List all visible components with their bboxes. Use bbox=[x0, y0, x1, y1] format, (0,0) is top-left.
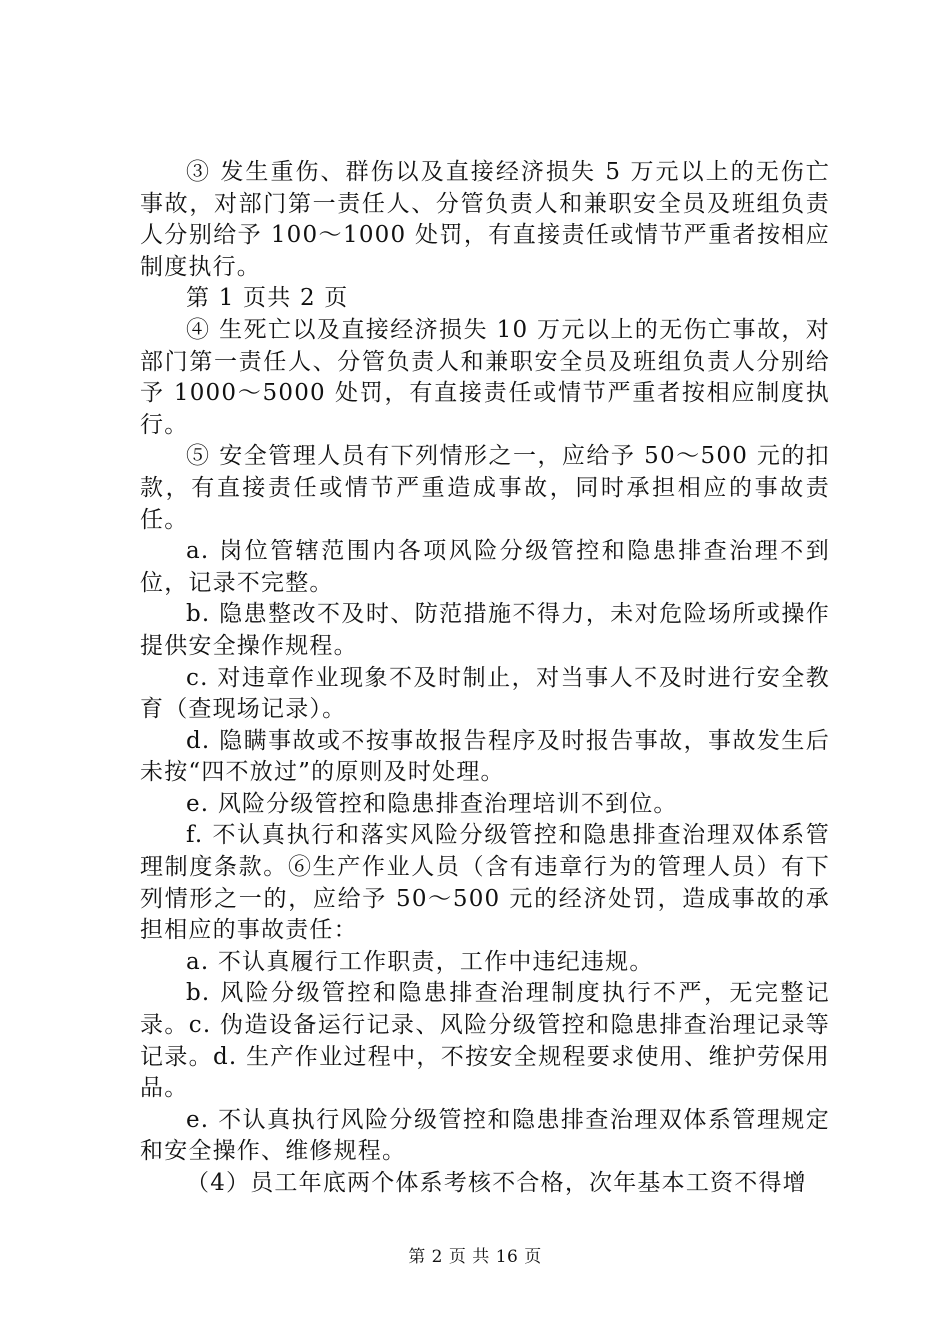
paragraph-item-5: ⑤ 安全管理人员有下列情形之一，应给予 50～500 元的扣款，有直接责任或情节严重造成事故，同时承担相应的事故责任。 bbox=[140, 443, 830, 533]
paragraph-item-3: ③ 发生重伤、群伤以及直接经济损失 5 万元以上的无伤亡事故，对部门第一责任人、分管负责人和兼职安全员及班组负责人分别给予 100～1000 处罚，有直接责任或情节严重者按相应制度执行。 bbox=[140, 159, 830, 280]
paragraph-item-5d: d. 隐瞒事故或不按事故报告程序及时报告事故，事故发生后未按“四不放过”的原则及时处理。 bbox=[140, 727, 830, 786]
paragraph-item-5f: f. 不认真执行和落实风险分级管控和隐患排查治理双体系管理制度条款。⑥生产作业人员（含有违章行为的管理人员）有下列情形之一的，应给予 50～500 元的经济处罚，造成事故的承担相应的事故责任： bbox=[140, 822, 830, 944]
paragraph-item-6e: e. 不认真执行风险分级管控和隐患排查治理双体系管理规定和安全操作、维修规程。 bbox=[140, 1106, 830, 1165]
paragraph-item-5e: e. 风险分级管控和隐患排查治理培训不到位。 bbox=[186, 790, 678, 817]
page-footer: 第 2 页 共 16 页 bbox=[408, 1247, 542, 1267]
paragraph-section-4: （4）员工年底两个体系考核不合格，次年基本工资不得增 bbox=[186, 1170, 807, 1196]
paragraph-item-5b: b. 隐患整改不及时、防范措施不得力，未对危险场所或操作提供安全操作规程。 bbox=[140, 601, 830, 659]
paragraph-item-4: ④ 生死亡以及直接经济损失 10 万元以上的无伤亡事故，对部门第一责任人、分管负责人和兼职安全员及班组负责人分别给予 1000～5000 处罚，有直接责任或情节严重者按相应制度执行。 bbox=[140, 316, 830, 438]
paragraph-item-6b: b. 风险分级管控和隐患排查治理制度执行不严，无完整记录。c. 伪造设备运行记录、风险分级管控和隐患排查治理记录等记录。d. 生产作业过程中，不按安全规程要求使用、维护劳保用品。 bbox=[140, 980, 830, 1102]
paragraph-item-5a: a. 岗位管辖范围内各项风险分级管控和隐患排查治理不到位，记录不完整。 bbox=[140, 538, 830, 596]
inline-page-marker: 第 1 页共 2 页 bbox=[186, 285, 349, 312]
document-body bbox=[140, 157, 830, 1200]
paragraph-item-6a: a. 不认真履行工作职责，工作中违纪违规。 bbox=[186, 948, 654, 975]
paragraph-item-5c: c. 对违章作业现象不及时制止，对当事人不及时进行安全教育（查现场记录）。 bbox=[140, 664, 830, 723]
